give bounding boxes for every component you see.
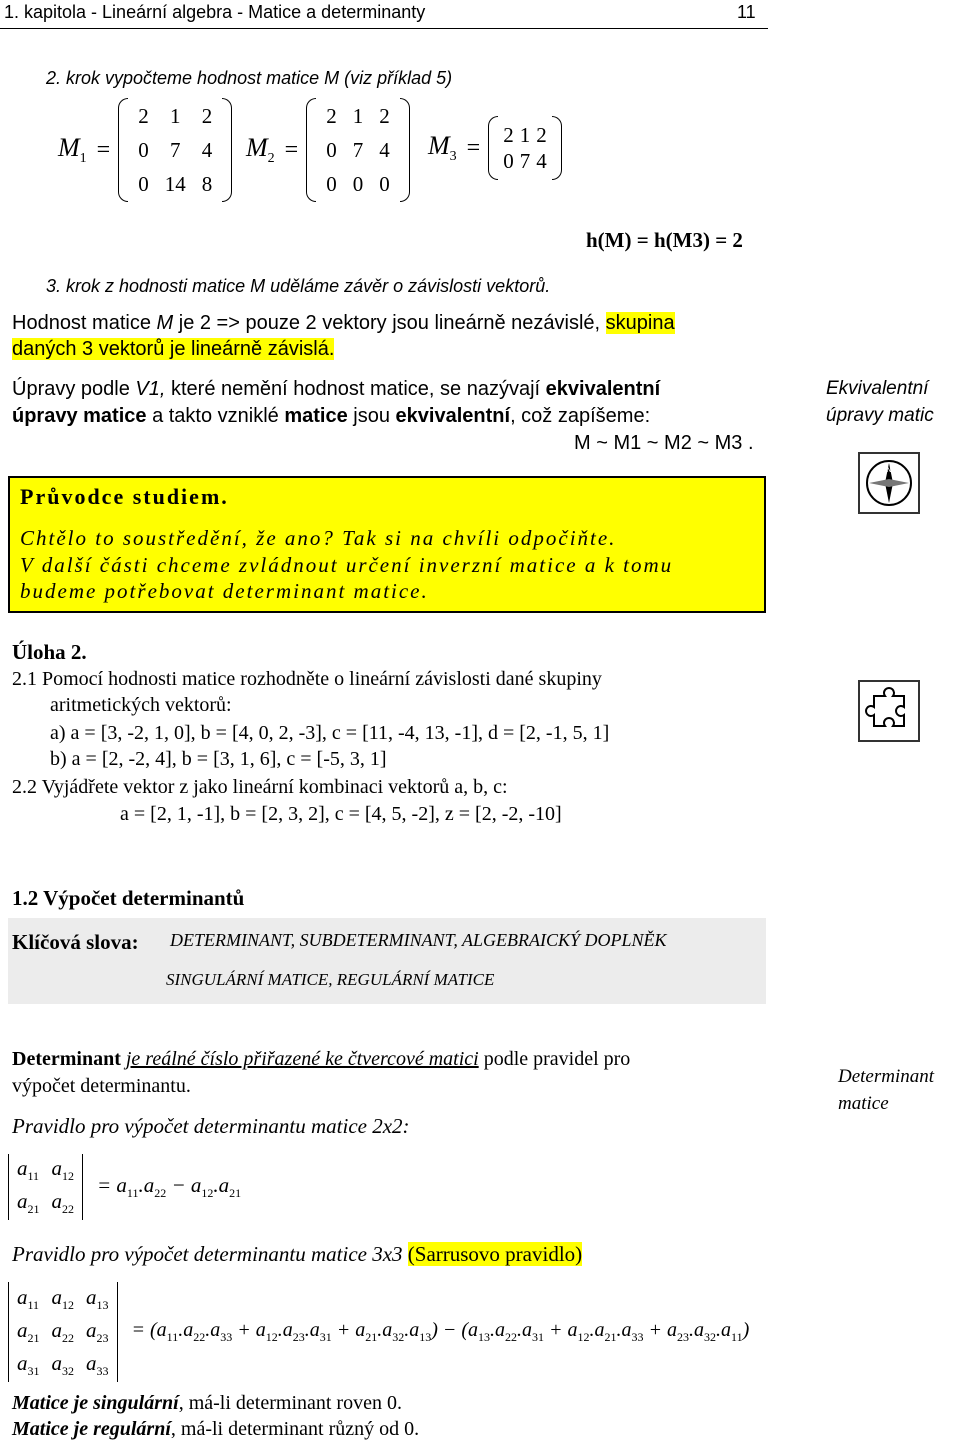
m2-cell: 0 [352,171,364,196]
student-guide-box [8,476,766,613]
determinant-definition-line2: výpočet determinantu. [12,1075,191,1097]
guide-line-3: budeme potřebovat determinant matice. [20,579,429,603]
m1-cell: 7 [169,137,181,162]
running-header-title: 1. kapitola - Lineární algebra - Matice a determinanty [4,2,426,22]
paragraph-equiv-line2: úpravy matice a takto vzniklé matice jsou ekvivalentní, což zapíšeme: [12,405,651,427]
svg-text:N: N [886,466,892,474]
m2-cell: 2 [379,103,390,128]
determinant-definition-line1: Determinant je reálné číslo přiřazené ke čtvercové matici podle pravidel pro [12,1048,631,1070]
keywords-line-1: DETERMINANT, SUBDETERMINANT, ALGEBRAICKÝ DOPLNĚK [170,930,667,950]
m1-cell: 8 [201,171,213,196]
m1-cell: 0 [138,137,149,162]
m1-cell: 1 [169,103,181,128]
singular-matrix-note: Matice je singulární, má-li determinant roven 0. [12,1392,402,1414]
task-2-1-b: b) a = [2, -2, 4], b = [3, 1, 6], c = [-5, 3, 1] [50,748,387,770]
m3-cell: 1 [519,122,531,147]
task-2-2: 2.2 Vyjádřete vektor z jako lineární kombinaci vektorů a, b, c: [12,776,508,798]
m2-cell: 4 [379,137,390,162]
rule-2x2-heading: Pravidlo pro výpočet determinantu matice 2x2: [12,1114,410,1138]
guide-line-2: V další části chceme zvládnout určení inverzní matice a k tomu [20,553,674,577]
m3-cell: 2 [503,122,514,147]
matrix-m2: $M_2$ = 2 1 2 0 7 4 0 0 0 [246,98,410,202]
section-heading: 1.2 Výpočet determinantů [12,886,245,910]
paragraph-equiv-line1: Úpravy podle V1, které nemění hodnost matice, se nazývají ekvivalentní [12,378,661,400]
m1-cell: 14 [164,171,186,196]
guide-line-1: Chtělo to soustředění, že ano? Tak si na chvíli odpočiňte. [20,526,617,550]
m1-cell: 2 [201,103,213,128]
matrix-m1: $M_1$ = 2 1 2 0 7 4 0 14 8 [58,98,232,202]
margin-note-determinant-2: matice [838,1093,889,1114]
m1-cell: 0 [138,171,149,196]
m2-cell: 0 [326,171,337,196]
m2-cell: 0 [379,171,390,196]
margin-note-equivalent: Ekvivalentní [826,378,929,399]
m3-cell: 4 [536,148,547,173]
task-title: Úloha 2. [12,640,87,664]
task-2-2-vectors: a = [2, 1, -1], b = [2, 3, 2], c = [4, 5, -2], z = [2, -2, -10] [120,803,562,825]
determinant-2x2: $a_{11}$ $a_{12}$ $a_{21}$ $a_{22}$ = $a_{11}.a_{22} - a_{12}.a_{21}$ [8,1154,241,1220]
m3-cell: 0 [503,148,514,173]
header-rule [0,28,768,29]
m1-cell: 4 [201,137,213,162]
margin-note-determinant: Determinant [838,1066,935,1087]
paragraph-rank-line1: Hodnost matice M je 2 => pouze 2 vektory jsou lineárně nezávislé, skupina [12,312,675,334]
equivalence-relation: M ~ M1 ~ M2 ~ M3 . [574,432,754,454]
paragraph-rank-line2: daných 3 vektorů je lineárně závislá. [12,338,335,360]
m3-cell: 2 [536,122,547,147]
step-3: 3. krok z hodnosti matice M uděláme závěr o závislosti vektorů. [46,276,551,296]
determinant-3x3-sarrus: $a_{11}$ $a_{12}$ $a_{13}$ $a_{21}$ $a_{22}$ $a_{23}$ $a_{31}$ $a_{32}$ $a_{33}$ = $(a_{11}.a_{22}.a_{33} + a_{12}.a_{23}.a_{31} + a_{21}.a_{32}.a_{13}) - (a_{13}.a_{22}.a_{31} + a_{12}.a_{21}.a_{33} + a_{23}.a_{32}.a_{11})$ [8,1282,749,1382]
m2-cell: 2 [326,103,337,128]
page-number: 11 [737,2,756,22]
task-2-1-line1: 2.1 Pomocí hodnosti matice rozhodněte o lineární závislosti dané skupiny [12,668,602,690]
m3-cell: 7 [519,148,531,173]
margin-note-equivalent-2: úpravy matic [826,405,934,426]
m2-cell: 0 [326,137,337,162]
regular-matrix-note: Matice je regulární, má-li determinant různý od 0. [12,1418,420,1440]
guide-title: Průvodce studiem. [20,484,229,509]
matrix-m3: $M_3$ = 2 1 2 0 7 4 [428,116,562,180]
task-2-1-line2: aritmetických vektorů: [50,694,232,716]
m2-cell: 1 [352,103,364,128]
m2-cell: 7 [352,137,364,162]
task-2-1-a: a) a = [3, -2, 1, 0], b = [4, 0, 2, -3], c = [11, -4, 13, -1], d = [2, -1, 5, 1] [50,722,610,744]
compass-icon [858,452,920,514]
keywords-label: Klíčová slova: [12,930,139,954]
rule-3x3-heading: Pravidlo pro výpočet determinantu matice 3x3 (Sarrusovo pravidlo) [12,1242,583,1266]
rank-result: h(M) = h(M3) = 2 [586,228,743,252]
puzzle-icon [858,680,920,742]
keywords-line-2: SINGULÁRNÍ MATICE, REGULÁRNÍ MATICE [166,970,495,989]
step-2: 2. krok vypočteme hodnost matice M (viz příklad 5) [46,68,453,88]
m1-cell: 2 [138,103,149,128]
